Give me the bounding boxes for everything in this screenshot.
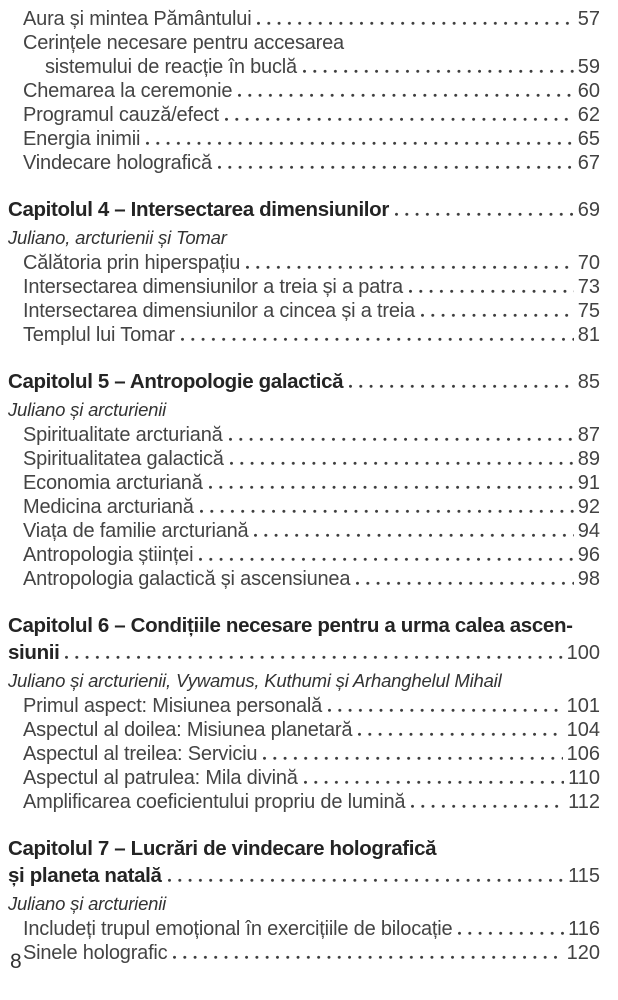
dot-leader — [409, 288, 574, 293]
toc-entry-text: Includeți trupul emoțional în exercițiile de bilocație — [23, 918, 453, 940]
entry-page-number: 89 — [577, 448, 600, 470]
entry-page-number: 98 — [577, 568, 600, 590]
entry-page-number: 60 — [577, 80, 600, 102]
toc-entry-text: Spiritualitate arcturiană — [23, 424, 223, 446]
toc-entry-text: Economia arcturiană — [23, 472, 203, 494]
chapter-heading-text: Capitolul 6 – Condițiile necesare pentru a urma calea ascen- — [8, 614, 573, 637]
dot-leader — [146, 140, 574, 145]
chapter-heading-text: Capitolul 4 – Intersectarea dimensiunilor — [8, 198, 389, 221]
toc-entry-line — [23, 251, 600, 275]
chapter-page-number: 100 — [566, 642, 600, 664]
dot-leader — [303, 68, 574, 73]
toc-entry-text: Aspectul al treilea: Serviciu — [23, 743, 258, 765]
dot-leader — [411, 803, 564, 808]
entry-page-number: 67 — [577, 152, 600, 174]
entry-page-number: 116 — [568, 918, 600, 940]
toc-entry-line — [23, 151, 600, 175]
toc-entry-text: Aura și mintea Pământului — [23, 8, 252, 30]
toc-entry-text: Programul cauză/efect — [23, 104, 219, 126]
toc-entry-text: Călătoria prin hiperspațiu — [23, 252, 241, 274]
entry-page-number: 106 — [566, 743, 600, 765]
toc-entry-line — [23, 275, 600, 299]
entry-page-number: 70 — [577, 252, 600, 274]
toc-entry-text: Aspectul al patrulea: Mila divină — [23, 767, 298, 789]
toc-entry-line — [23, 766, 600, 790]
chapter-section — [8, 368, 600, 591]
toc-entry-line — [23, 7, 600, 31]
chapter-page-number: 85 — [577, 371, 600, 393]
toc-section — [8, 7, 600, 175]
dot-leader — [209, 484, 574, 489]
toc-entry-text: Cerințele necesare pentru accesarea — [23, 32, 344, 54]
entry-page-number: 96 — [577, 544, 600, 566]
toc-entry-line — [23, 447, 600, 471]
chapter-heading-text: Capitolul 7 – Lucrări de vindecare holografică — [8, 837, 437, 860]
dot-leader — [168, 877, 565, 882]
dot-leader — [238, 92, 574, 97]
toc-entry-line — [23, 917, 600, 941]
toc-entry-line — [23, 567, 600, 591]
dot-leader — [173, 954, 562, 959]
dot-leader — [358, 731, 562, 736]
toc-entry-text: Intersectarea dimensiunilor a treia și a patra — [23, 276, 403, 298]
toc-entry-line — [23, 471, 600, 495]
toc-entry-line — [23, 790, 600, 814]
chapter-heading-line — [8, 196, 600, 224]
chapter-heading-line — [8, 835, 600, 862]
dot-leader — [458, 930, 564, 935]
toc-entry-line — [23, 495, 600, 519]
entry-page-number: 91 — [577, 472, 600, 494]
entry-page-number: 81 — [577, 324, 600, 346]
dot-leader — [199, 556, 573, 561]
chapter-page-number: 69 — [577, 199, 600, 221]
entry-page-number: 65 — [577, 128, 600, 150]
toc-entry-line — [23, 323, 600, 347]
toc-entry-text: Energia inimii — [23, 128, 141, 150]
entry-page-number: 92 — [577, 496, 600, 518]
toc-entry-text: Vindecare holografică — [23, 152, 212, 174]
dot-leader — [229, 436, 574, 441]
toc-entry-line — [23, 127, 600, 151]
toc-entry-line — [23, 519, 600, 543]
toc-entry-text: Spiritualitatea galactică — [23, 448, 224, 470]
chapter-author: Juliano, arcturienii și Tomar — [8, 227, 227, 248]
chapter-author: Juliano și arcturienii — [8, 893, 167, 914]
toc-entry-text: Antropologia științei — [23, 544, 194, 566]
toc-entry-line — [23, 694, 600, 718]
chapter-author: Juliano și arcturienii — [8, 399, 167, 420]
dot-leader — [254, 532, 573, 537]
toc-entry-line — [23, 31, 600, 55]
entry-page-number: 57 — [577, 8, 600, 30]
chapter-heading-line — [8, 639, 600, 667]
chapter-heading-text: Capitolul 5 – Antropologie galactică — [8, 370, 344, 393]
dot-leader — [421, 312, 574, 317]
toc-entry-line — [23, 941, 600, 965]
entry-page-number: 75 — [577, 300, 600, 322]
dot-leader — [230, 460, 574, 465]
toc-entry-text: Intersectarea dimensiunilor a cincea și a treia — [23, 300, 415, 322]
dot-leader — [218, 164, 574, 169]
entry-page-number: 62 — [577, 104, 600, 126]
chapter-section — [8, 835, 600, 965]
toc-entry-line — [23, 299, 600, 323]
dot-leader — [395, 211, 574, 216]
entry-page-number: 94 — [577, 520, 600, 542]
chapter-heading-line — [8, 862, 600, 890]
chapter-heading-text: și planeta natală — [8, 864, 162, 887]
entry-page-number: 104 — [566, 719, 600, 741]
toc-entry-text: Templul lui Tomar — [23, 324, 175, 346]
chapter-section — [8, 612, 600, 814]
dot-leader — [356, 580, 573, 585]
chapter-heading-line — [8, 612, 600, 639]
dot-leader — [328, 707, 563, 712]
dot-leader — [225, 116, 574, 121]
folio-page-number: 8 — [10, 950, 22, 973]
chapter-section — [8, 196, 600, 347]
toc-entry-line — [23, 423, 600, 447]
chapter-author: Juliano și arcturienii, Vywamus, Kuthumi și Arhanghelul Mihail — [8, 670, 502, 691]
toc-entry-line — [23, 742, 600, 766]
entry-page-number: 59 — [577, 56, 600, 78]
chapter-heading-line — [8, 368, 600, 396]
entry-page-number: 120 — [566, 942, 600, 964]
dot-leader — [263, 755, 562, 760]
dot-leader — [246, 264, 574, 269]
toc-entry-text: sistemului de reacție în buclă — [45, 56, 297, 78]
entry-page-number: 73 — [577, 276, 600, 298]
entry-page-number: 101 — [566, 695, 600, 717]
toc-entry-line — [23, 543, 600, 567]
dot-leader — [304, 779, 564, 784]
toc-entry-text: Amplificarea coeficientului propriu de lumină — [23, 791, 406, 813]
entry-page-number: 112 — [568, 791, 600, 813]
entry-page-number: 110 — [568, 767, 600, 789]
toc-entry-text: Aspectul al doilea: Misiunea planetară — [23, 719, 353, 741]
dot-leader — [65, 654, 562, 659]
dot-leader — [200, 508, 574, 513]
dot-leader — [349, 383, 574, 388]
chapter-heading-text: siunii — [8, 641, 60, 664]
dot-leader — [257, 20, 573, 25]
toc-entry-text: Antropologia galactică și ascensiunea — [23, 568, 351, 590]
toc-entry-line — [23, 79, 600, 103]
toc-entry-text: Chemarea la ceremonie — [23, 80, 233, 102]
toc-entry-text: Sinele holografic — [23, 942, 168, 964]
toc-entry-text: Primul aspect: Misiunea personală — [23, 695, 323, 717]
toc-entry-line — [45, 55, 600, 79]
chapter-page-number: 115 — [568, 865, 600, 887]
table-of-contents — [8, 7, 600, 965]
dot-leader — [181, 336, 574, 341]
entry-page-number: 87 — [577, 424, 600, 446]
toc-entry-text: Viața de familie arcturiană — [23, 520, 249, 542]
toc-entry-line — [23, 103, 600, 127]
toc-entry-line — [23, 718, 600, 742]
toc-entry-text: Medicina arcturiană — [23, 496, 194, 518]
